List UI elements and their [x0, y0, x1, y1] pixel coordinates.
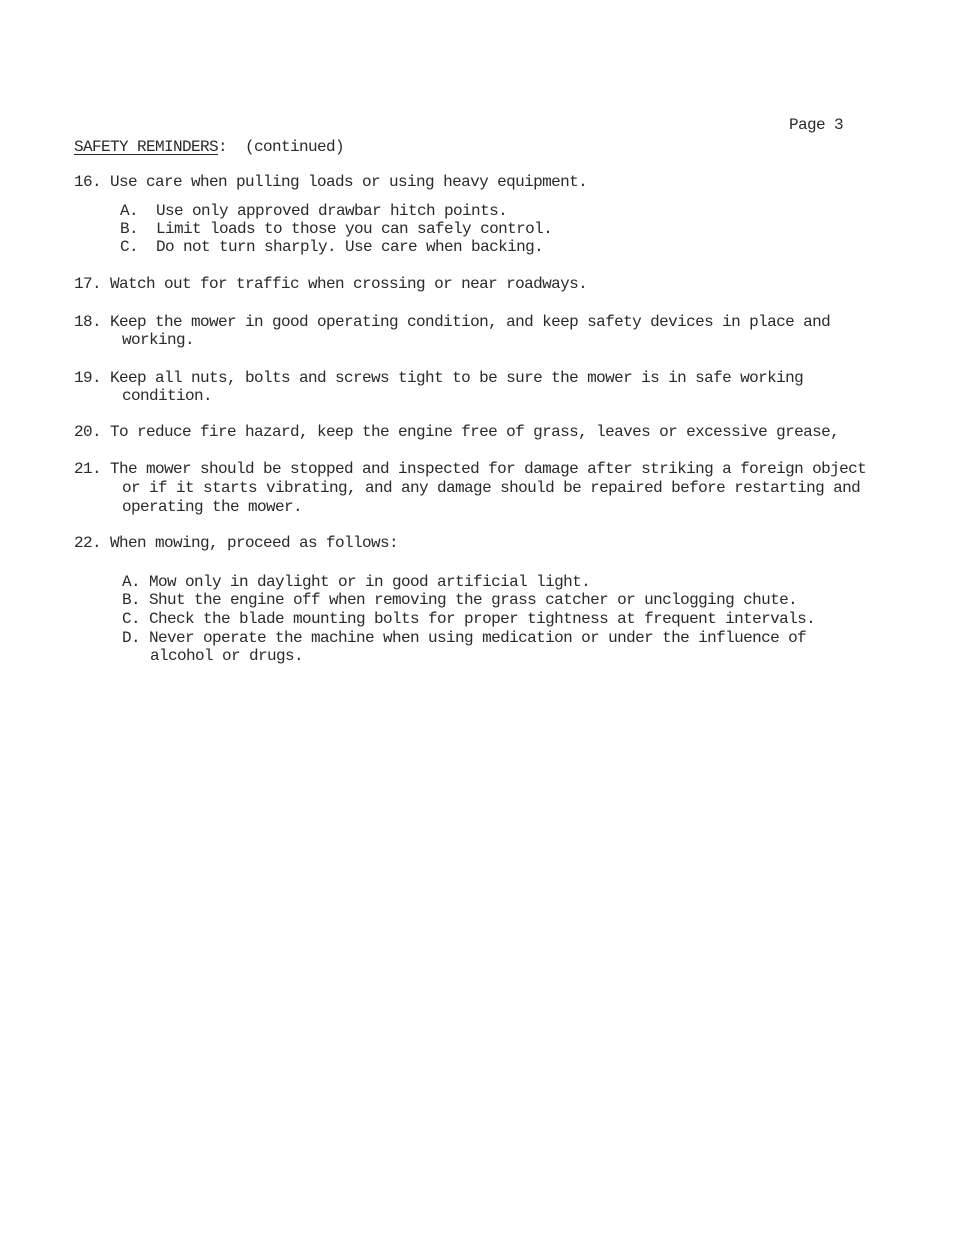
item-22-sub-b: B. Shut the engine off when removing the grass catcher or unclogging chute.: [122, 591, 798, 609]
item-22-sub-a: A. Mow only in daylight or in good artificial light.: [122, 573, 591, 591]
item-18-line-2: working.: [122, 331, 195, 349]
item-22-sub-d-line-2: alcohol or drugs.: [150, 647, 304, 665]
section-title: SAFETY REMINDERS: [74, 138, 219, 156]
item-19-line-2: condition.: [122, 387, 213, 405]
item-21-line-2: or if it starts vibrating, and any damage should be repaired before restarting and: [122, 479, 861, 497]
item-20: 20. To reduce fire hazard, keep the engine free of grass, leaves or excessive grease,: [74, 423, 840, 441]
item-18-line-1: 18. Keep the mower in good operating condition, and keep safety devices in place and: [74, 313, 831, 331]
item-22-sub-d: D. Never operate the machine when using medication or under the influence of: [122, 629, 807, 647]
item-21-line-3: operating the mower.: [122, 498, 303, 516]
item-19-line-1: 19. Keep all nuts, bolts and screws tight to be sure the mower is in safe working: [74, 369, 804, 387]
item-22: 22. When mowing, proceed as follows:: [74, 534, 399, 552]
item-16-sub-a: A. Use only approved drawbar hitch points.: [120, 202, 508, 220]
item-22-sub-c: C. Check the blade mounting bolts for proper tightness at frequent intervals.: [122, 610, 816, 628]
item-16: 16. Use care when pulling loads or using heavy equipment.: [74, 173, 588, 191]
item-21-line-1: 21. The mower should be stopped and inspected for damage after striking a foreign object: [74, 460, 867, 478]
section-heading: [74, 138, 344, 156]
item-17: 17. Watch out for traffic when crossing or near roadways.: [74, 275, 588, 293]
page-number: Page 3: [789, 116, 844, 134]
item-16-sub-b: B. Limit loads to those you can safely control.: [120, 220, 553, 238]
section-title-suffix: : (continued): [218, 138, 345, 156]
item-16-sub-c: C. Do not turn sharply. Use care when backing.: [120, 238, 544, 256]
